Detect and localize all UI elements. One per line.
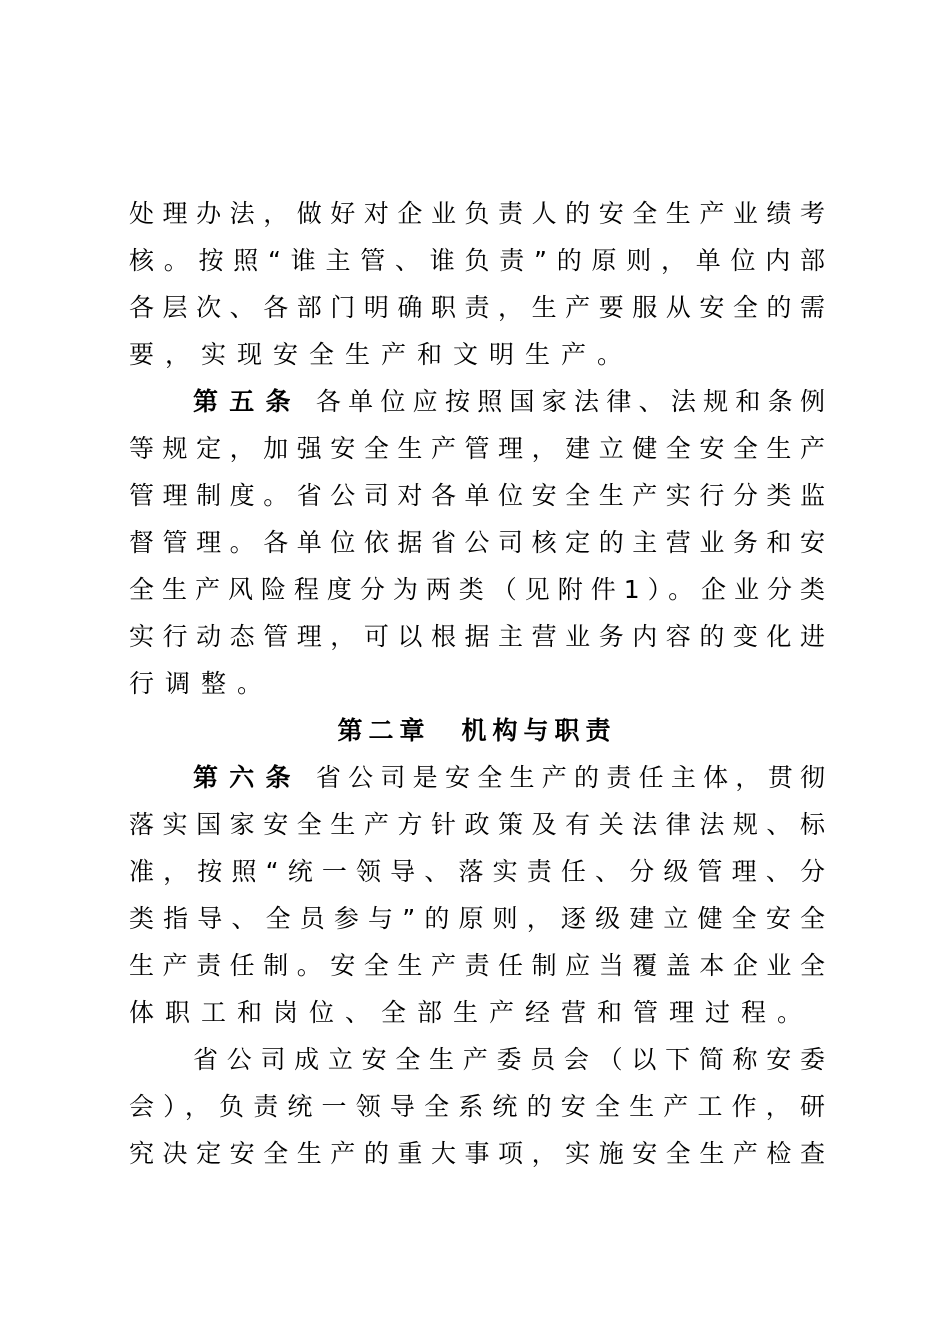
text-line: 各单位应按照国家法律、法规和条例 (315, 387, 825, 416)
text-line: 省公司成立安全生产委员会（以下简称安委 (193, 1045, 825, 1074)
article-6 (129, 754, 825, 1036)
text-line: 会），负责统一领导全系统的安全生产工作，研 (129, 1092, 825, 1121)
text-line: 核。按照“谁主管、谁负责”的原则，单位内部 (129, 246, 825, 275)
chapter-heading: 第二章 机构与职责 (337, 716, 617, 745)
text-line: 落实国家安全生产方针政策及有关法律法规、标 (129, 810, 825, 839)
article-label: 第六条 (193, 763, 302, 792)
text-line: 等规定，加强安全生产管理，建立健全安全生产 (129, 434, 825, 463)
text-line: 实行动态管理，可以根据主营业务内容的变化进 (129, 622, 825, 651)
text-line: 督管理。各单位依据省公司核定的主营业务和安 (129, 528, 825, 557)
article-label: 第五条 (193, 387, 302, 416)
article-first-line (129, 754, 825, 801)
text-line: 处理办法，做好对企业负责人的安全生产业绩考 (129, 199, 825, 228)
text-line: 行调整。 (129, 669, 274, 698)
document-page (129, 190, 825, 1177)
text-line: 体职工和岗位、全部生产经营和管理过程。 (129, 998, 814, 1027)
paragraph-continued (129, 190, 825, 378)
text-line: 要，实现安全生产和文明生产。 (129, 340, 634, 369)
paragraph-committee (129, 1036, 825, 1177)
text-line: 生产责任制。安全生产责任制应当覆盖本企业全 (129, 951, 825, 980)
text-line: 类指导、全员参与”的原则，逐级建立健全安全 (129, 904, 825, 933)
text-line: 省公司是安全生产的责任主体，贯彻 (315, 763, 825, 792)
article-first-line (129, 378, 825, 425)
article-5 (129, 378, 825, 707)
text-line: 管理制度。省公司对各单位安全生产实行分类监 (129, 481, 825, 510)
text-line: 全生产风险程度分为两类（见附件1）。企业分类 (129, 575, 825, 604)
text-line: 究决定安全生产的重大事项，实施安全生产检查 (129, 1139, 825, 1168)
text-line: 准，按照“统一领导、落实责任、分级管理、分 (129, 857, 825, 886)
text-line: 各层次、各部门明确职责，生产要服从安全的需 (129, 293, 825, 322)
